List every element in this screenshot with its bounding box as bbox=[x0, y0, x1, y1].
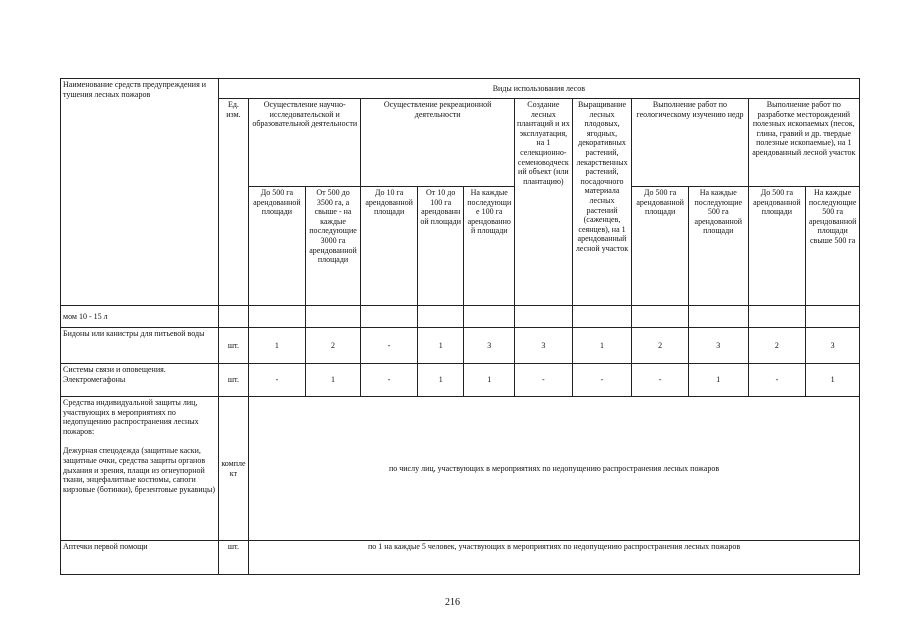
row-value: - bbox=[361, 328, 418, 364]
page-number: 216 bbox=[445, 597, 460, 608]
row-name: мом 10 - 15 л bbox=[61, 306, 219, 328]
row-value: 1 bbox=[417, 328, 464, 364]
row-value bbox=[748, 306, 806, 328]
firstaid-row bbox=[61, 541, 860, 575]
row-name: Системы связи и оповещения. Электромегафоны bbox=[61, 364, 219, 397]
activity-mining-header: Выполнение работ по разработке месторождений полезных ископаемых (песок, глина, гравий и др. твердые полезные ископаемые), на 1 арендованный лесной участок bbox=[748, 99, 859, 187]
geology-sub-b: На каждые последующие 500 га арендованной площади bbox=[688, 187, 748, 306]
row-value: 1 bbox=[688, 364, 748, 397]
geology-sub-a: До 500 га арендованной площади bbox=[632, 187, 689, 306]
row-unit bbox=[218, 306, 248, 328]
recreation-sub-a: До 10 га арендованной площади bbox=[361, 187, 418, 306]
activity-growing-header: Выращивание лесных плодовых, ягодных, декоративных растений, лекарственных растений, посадочного материала лесных растений (саженцев, сеянцев), на 1 арендованный лесной участок bbox=[572, 99, 632, 306]
ppe-name-detail: Дежурная спецодежда (защитные каски, защитные очки, средства защиты органов дыхания и зрения, плащи из огнеупорной ткани, энцефалитные костюмы, сапоги кирзовые (ботинки), брезентовые рукавицы) bbox=[63, 446, 215, 494]
row-value bbox=[417, 306, 464, 328]
row-value: 2 bbox=[748, 328, 806, 364]
activity-geology-header: Выполнение работ по геологическому изучению недр bbox=[632, 99, 748, 187]
name-column-header: Наименование средств предупреждения и тушения лесных пожаров bbox=[61, 79, 219, 306]
row-value: 3 bbox=[515, 328, 573, 364]
activity-recreation-header: Осуществление рекреационной деятельности bbox=[361, 99, 515, 187]
header-row-1 bbox=[61, 79, 860, 99]
ppe-name bbox=[61, 397, 219, 541]
row-value: 1 bbox=[249, 328, 306, 364]
mining-sub-b: На каждые последующие 500 га арендованной площади свыше 500 га bbox=[806, 187, 860, 306]
firstaid-unit: шт. bbox=[218, 541, 248, 575]
row-value bbox=[361, 306, 418, 328]
science-sub-b: От 500 до 3500 га, а свыше - на каждые последующие 3000 га арендованной площади bbox=[305, 187, 361, 306]
mining-sub-a: До 500 га арендованной площади bbox=[748, 187, 806, 306]
row-value: 3 bbox=[806, 328, 860, 364]
row-unit: шт. bbox=[218, 364, 248, 397]
firstaid-name: Аптечки первой помощи bbox=[61, 541, 219, 575]
row-value bbox=[806, 306, 860, 328]
usage-types-header: Виды использования лесов bbox=[218, 79, 859, 99]
ppe-row bbox=[61, 397, 860, 541]
row-value bbox=[632, 306, 689, 328]
row-value bbox=[572, 306, 632, 328]
row-value: - bbox=[361, 364, 418, 397]
table-row bbox=[61, 306, 860, 328]
science-sub-a: До 500 га арендованной площади bbox=[249, 187, 306, 306]
row-value: 1 bbox=[464, 364, 515, 397]
unit-header: Ед. изм. bbox=[218, 99, 248, 306]
ppe-name-intro: Средства индивидуальной защиты лиц, участвующих в мероприятиях по недопущению распространения лесных пожаров: bbox=[63, 398, 199, 436]
row-value: - bbox=[572, 364, 632, 397]
row-value: 1 bbox=[806, 364, 860, 397]
row-value: - bbox=[632, 364, 689, 397]
row-value: 2 bbox=[305, 328, 361, 364]
row-value: 3 bbox=[464, 328, 515, 364]
firstaid-span-text: по 1 на каждые 5 человек, участвующих в мероприятиях по недопущению распространения лесных пожаров bbox=[249, 541, 860, 575]
ppe-span-text: по числу лиц, участвующих в мероприятиях по недопущению распространения лесных пожаров bbox=[249, 397, 860, 541]
norms-table bbox=[60, 78, 860, 575]
row-value: 2 bbox=[632, 328, 689, 364]
row-value: 1 bbox=[305, 364, 361, 397]
row-value: 3 bbox=[688, 328, 748, 364]
table-row bbox=[61, 328, 860, 364]
row-value: - bbox=[748, 364, 806, 397]
row-value bbox=[464, 306, 515, 328]
row-value: 1 bbox=[572, 328, 632, 364]
activity-plantations-header: Создание лесных плантаций и их эксплуатация, на 1 селекционно-семеноводческий объект (или плантацию) bbox=[515, 99, 573, 306]
recreation-sub-b: От 10 до 100 га арендованной площади bbox=[417, 187, 464, 306]
activity-science-header: Осуществление научно-исследовательской и образовательной деятельности bbox=[249, 99, 361, 187]
row-value bbox=[249, 306, 306, 328]
row-unit: шт. bbox=[218, 328, 248, 364]
row-value: 1 bbox=[417, 364, 464, 397]
ppe-unit: комплект bbox=[218, 397, 248, 541]
row-value: - bbox=[515, 364, 573, 397]
table-row bbox=[61, 364, 860, 397]
row-value bbox=[515, 306, 573, 328]
row-value bbox=[688, 306, 748, 328]
recreation-sub-c: На каждые последующие 100 га арендованной площади bbox=[464, 187, 515, 306]
row-value bbox=[305, 306, 361, 328]
row-value: - bbox=[249, 364, 306, 397]
row-name: Бидоны или канистры для питьевой воды bbox=[61, 328, 219, 364]
